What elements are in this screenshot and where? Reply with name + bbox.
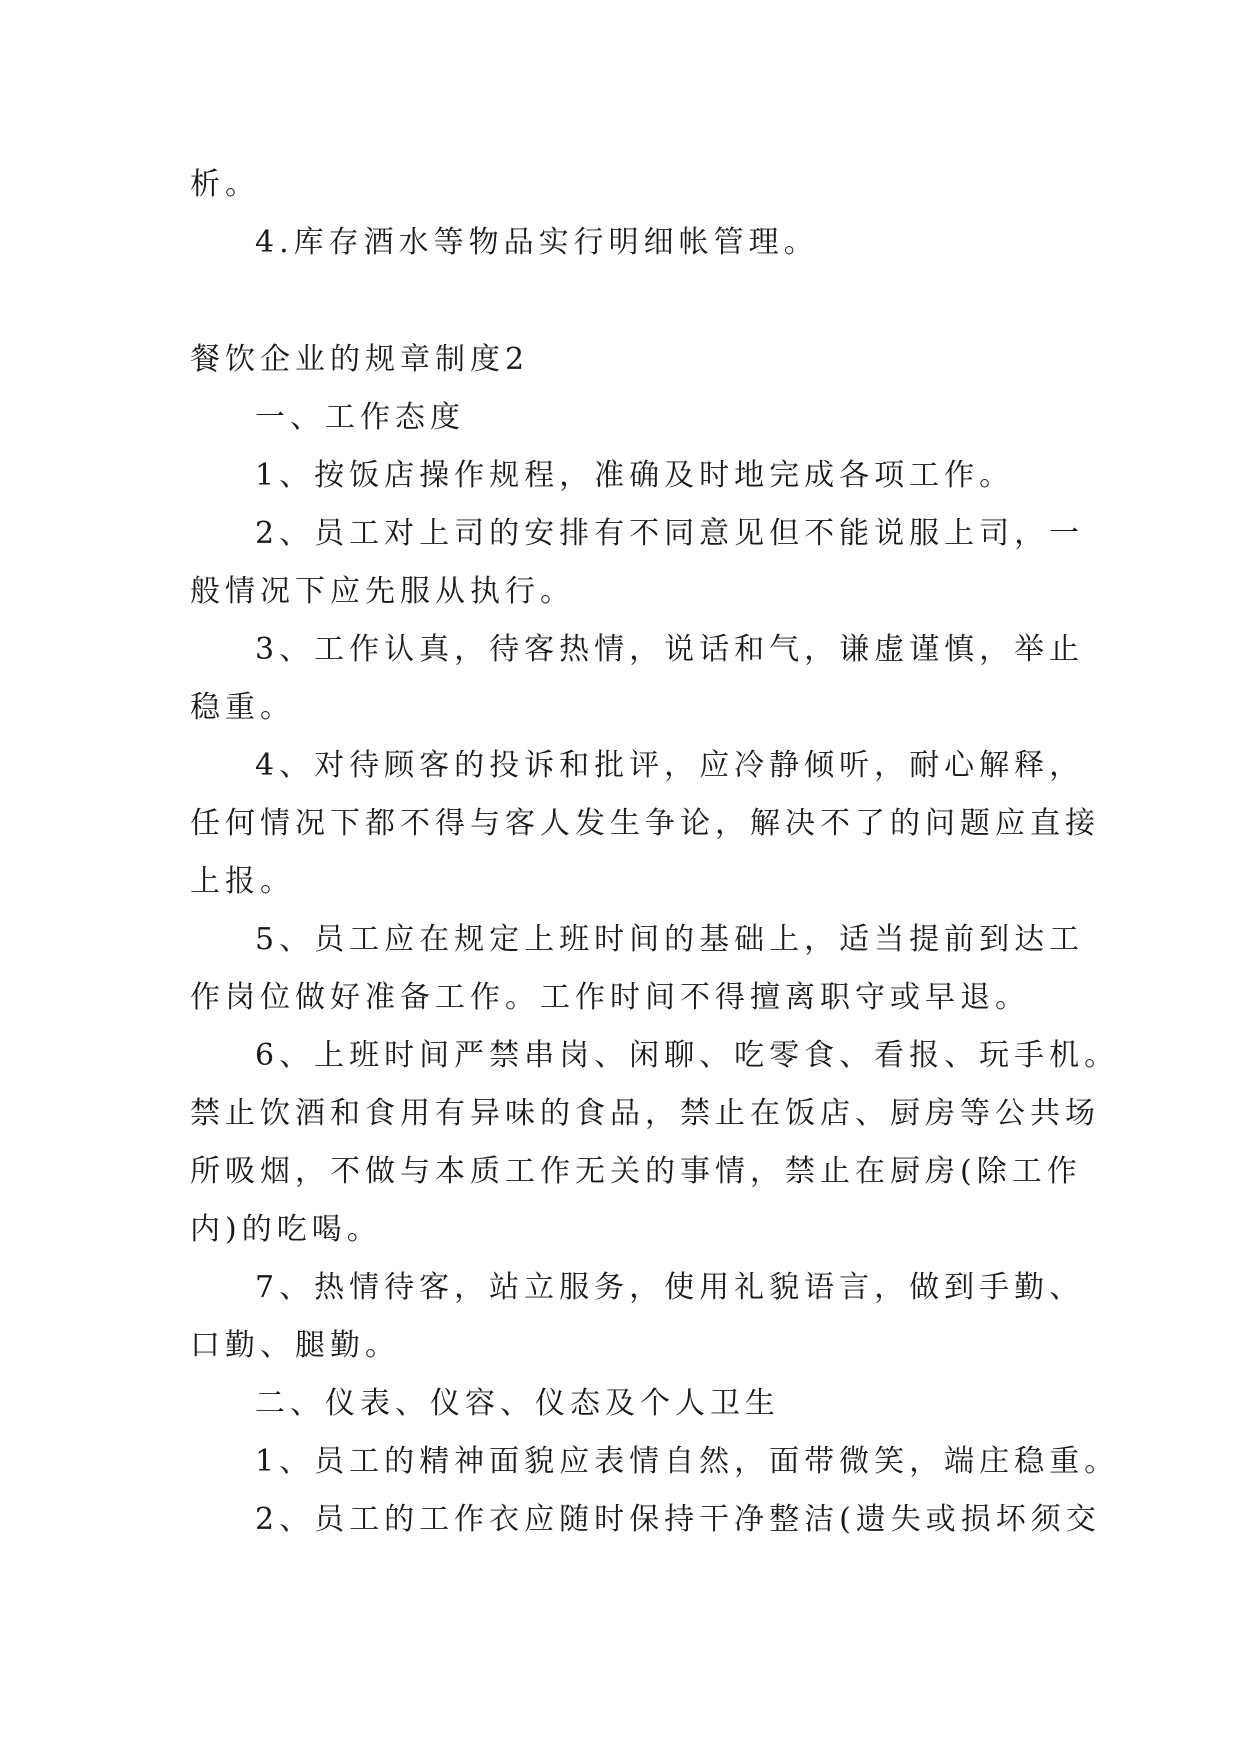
list-item-continuation: 禁止饮酒和食用有异味的食品，禁止在饭店、厨房等公共场 bbox=[190, 1096, 1100, 1131]
list-item-continuation: 稳重。 bbox=[190, 690, 295, 725]
list-item-continuation: 所吸烟，不做与本质工作无关的事情，禁止在厨房(除工作 bbox=[190, 1154, 1082, 1189]
list-item: 1、员工的精神面貌应表情自然，面带微笑，端庄稳重。 bbox=[255, 1444, 1120, 1479]
list-item-continuation: 上报。 bbox=[190, 864, 295, 899]
list-item-continuation: 任何情况下都不得与客人发生争论，解决不了的问题应直接 bbox=[190, 806, 1100, 841]
list-item: 6、上班时间严禁串岗、闲聊、吃零食、看报、玩手机。 bbox=[255, 1038, 1120, 1073]
section-title: 餐饮企业的规章制度2 bbox=[190, 342, 530, 377]
list-item: 1、按饭店操作规程，准确及时地完成各项工作。 bbox=[255, 458, 1015, 493]
list-item-continuation: 内)的吃喝。 bbox=[190, 1212, 382, 1247]
list-item-continuation: 般情况下应先服从执行。 bbox=[190, 574, 575, 609]
list-item: 5、员工应在规定上班时间的基础上，适当提前到达工 bbox=[255, 922, 1085, 957]
list-item: 2、员工对上司的安排有不同意见但不能说服上司，一 bbox=[255, 516, 1085, 551]
list-item: 4.库存酒水等物品实行明细帐管理。 bbox=[255, 225, 819, 260]
list-item: 7、热情待客，站立服务，使用礼貌语言，做到手勤、 bbox=[255, 1270, 1085, 1305]
subsection-heading: 一、工作态度 bbox=[255, 400, 465, 435]
subsection-heading: 二、仪表、仪容、仪态及个人卫生 bbox=[255, 1386, 780, 1421]
paragraph-continuation: 析。 bbox=[190, 167, 260, 202]
list-item: 3、工作认真，待客热情，说话和气，谦虚谨慎，举止 bbox=[255, 632, 1085, 667]
list-item-continuation: 口勤、腿勤。 bbox=[190, 1328, 400, 1363]
list-item: 2、员工的工作衣应随时保持干净整洁(遗失或损坏须交 bbox=[255, 1502, 1101, 1537]
list-item: 4、对待顾客的投诉和批评，应冷静倾听，耐心解释， bbox=[255, 748, 1085, 783]
list-item-continuation: 作岗位做好准备工作。工作时间不得擅离职守或早退。 bbox=[190, 980, 1030, 1015]
